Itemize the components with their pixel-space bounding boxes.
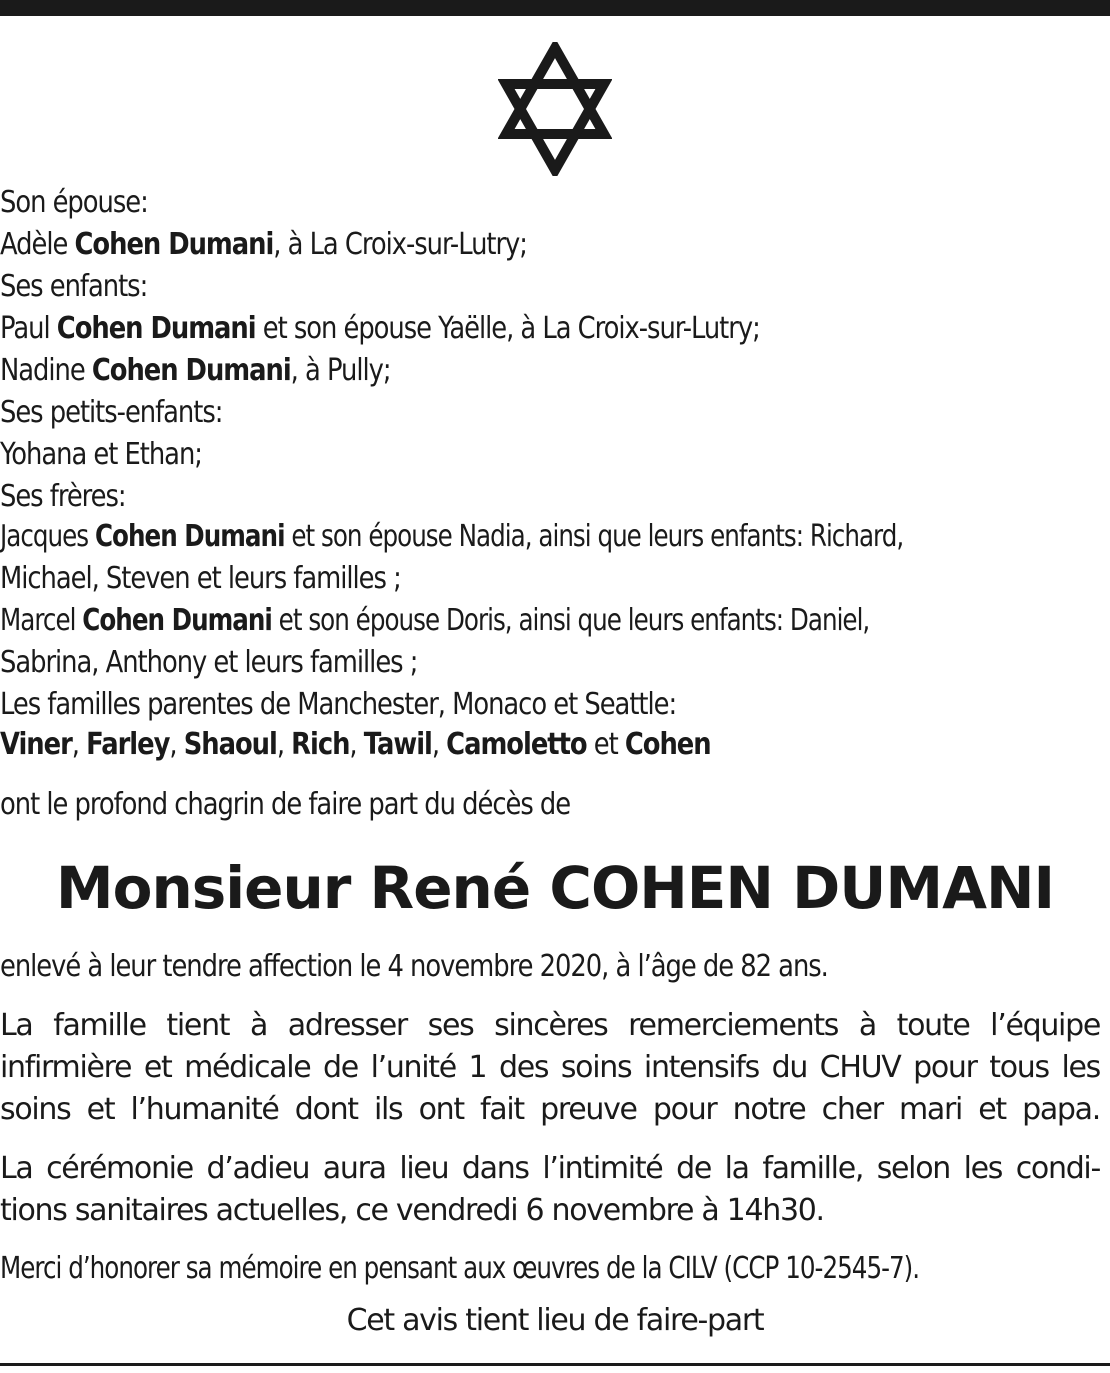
thanks-line-1: La famille tient à adresser ses sincères remerciements à toute l’équipe <box>0 1008 1100 1043</box>
detail: et son épouse Yaëlle, à La Croix-sur-Lutry; <box>262 311 760 346</box>
death-line: enlevé à leur tendre affection le 4 novembre 2020, à l’âge de 82 ans. <box>0 949 828 984</box>
surname: Cohen Dumani <box>94 519 285 554</box>
spouse-line <box>0 224 955 266</box>
brother-line-jacques-cont: Michael, Steven et leurs familles ; <box>0 561 401 596</box>
given-name: Marcel <box>0 603 76 638</box>
given-name: Adèle <box>0 227 68 262</box>
surname: Cohen Dumani <box>56 311 256 346</box>
families-line: Les familles parentes de Manchester, Monaco et Seattle: <box>0 687 677 722</box>
given-name: Paul <box>0 311 50 346</box>
brother-line-marcel <box>0 600 910 642</box>
brother-line-jacques <box>0 516 910 558</box>
family-name: Rich <box>291 727 350 762</box>
family-name: Viner <box>0 727 72 762</box>
child-line-paul <box>0 308 955 350</box>
ceremony-paragraph <box>0 1148 1100 1232</box>
surname: Cohen Dumani <box>82 603 272 638</box>
brothers-heading: Ses frères: <box>0 479 126 514</box>
ceremony-line-1: La cérémonie d’adieu aura lieu dans l’intimité de la famille, selon les condi- <box>0 1151 1100 1186</box>
bottom-rule <box>0 1363 1110 1366</box>
family-name: Cohen <box>624 727 711 762</box>
family-name: Tawil <box>363 727 432 762</box>
surname: Cohen Dumani <box>91 353 291 388</box>
family-name: Shaoul <box>183 727 277 762</box>
detail: , à La Croix-sur-Lutry; <box>273 227 527 262</box>
detail: et son épouse Nadia, ainsi que leurs enfants: Richard, <box>291 519 904 554</box>
grandchildren-heading: Ses petits-enfants: <box>0 395 223 430</box>
star-of-david-icon <box>498 42 612 176</box>
family-name: Farley <box>86 727 170 762</box>
top-rule <box>0 0 1110 16</box>
given-name: Jacques <box>0 519 89 554</box>
donation-line: Merci d’honorer sa mémoire en pensant aux œuvres de la CILV (CCP 10-2545-7). <box>0 1251 920 1286</box>
family-name: Camoletto <box>446 727 587 762</box>
deceased-name: Monsieur René COHEN DUMANI <box>55 854 1055 922</box>
given-name: Nadine <box>0 353 85 388</box>
spouse-heading: Son épouse: <box>0 185 148 220</box>
closing-line: Cet avis tient lieu de faire-part <box>346 1303 764 1338</box>
thanks-line-2: infirmière et médicale de l’unité 1 des soins intensifs du CHUV pour tous les <box>0 1050 1100 1085</box>
brother-line-marcel-cont: Sabrina, Anthony et leurs familles ; <box>0 645 418 680</box>
grandchildren-line: Yohana et Ethan; <box>0 437 202 472</box>
surname: Cohen Dumani <box>74 227 274 262</box>
ceremony-line-2: tions sanitaires actuelles, ce vendredi 6 novembre à 14h30. <box>0 1193 824 1228</box>
children-heading: Ses enfants: <box>0 269 148 304</box>
thanks-paragraph <box>0 1005 1100 1131</box>
detail: , à Pully; <box>290 353 391 388</box>
conjunction: et <box>593 727 618 762</box>
family-names-line: Viner, Farley, Shaoul, Rich, Tawil, Camoletto et Cohen <box>0 727 711 762</box>
thanks-line-3: soins et l’humanité dont ils ont fait preuve pour notre cher mari et papa. <box>0 1092 1100 1127</box>
child-line-nadine <box>0 350 955 392</box>
detail: et son épouse Doris, ainsi que leurs enfants: Daniel, <box>278 603 870 638</box>
announcement-line: ont le profond chagrin de faire part du décès de <box>0 787 571 822</box>
